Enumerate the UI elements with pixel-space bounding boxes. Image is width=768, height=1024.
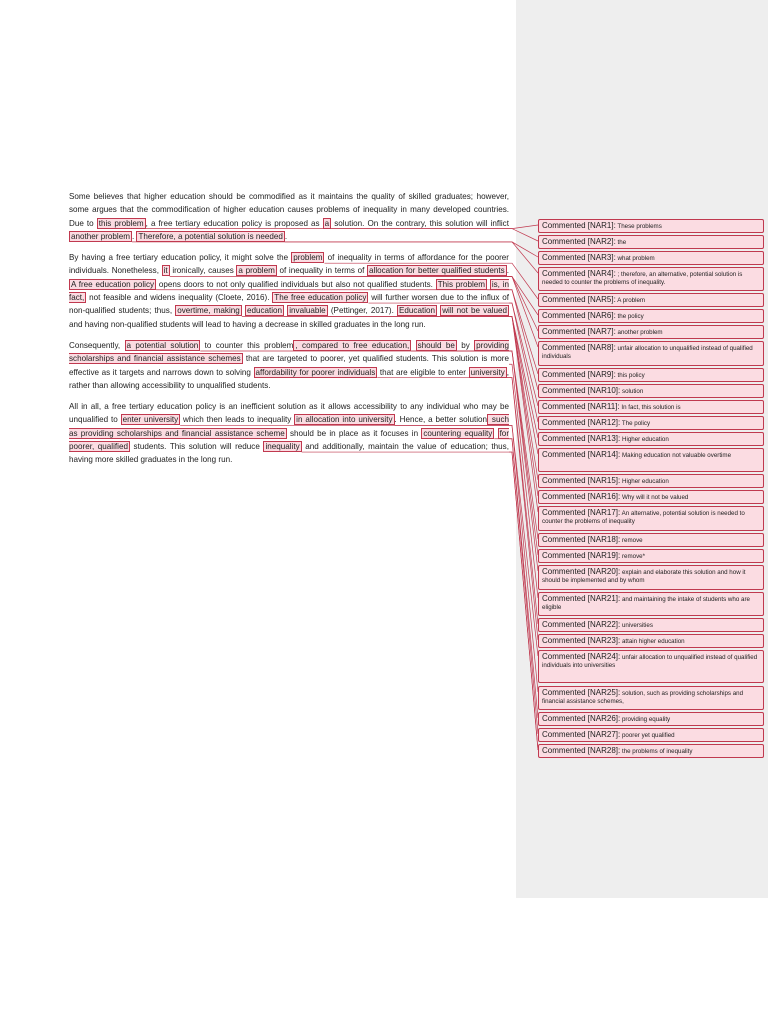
- commented-text[interactable]: countering equality: [423, 428, 493, 438]
- comment-text: A problem: [615, 297, 646, 304]
- commented-text[interactable]: Education: [399, 306, 436, 316]
- body-text: should be in place as it focuses in: [286, 428, 422, 438]
- comment-author-label: Commented [NAR7]:: [542, 327, 616, 336]
- comment-author-label: Commented [NAR8]:: [542, 343, 616, 352]
- commented-text[interactable]: it: [163, 266, 168, 276]
- comment-balloon[interactable]: [538, 400, 764, 414]
- commented-text[interactable]: overtime, making: [177, 306, 240, 316]
- comment-balloon[interactable]: [538, 592, 764, 616]
- comment-author-label: Commented [NAR1]:: [542, 221, 616, 230]
- comment-text: universities: [620, 622, 653, 629]
- commented-text[interactable]: such as providing scholarships and financial assistance scheme: [69, 415, 510, 438]
- comment-author-label: Commented [NAR4]:: [542, 269, 616, 278]
- body-text: to counter this problem: [200, 340, 294, 350]
- commented-text[interactable]: inequality: [265, 442, 300, 452]
- commented-text[interactable]: should be: [417, 340, 455, 350]
- comment-balloon[interactable]: [538, 416, 764, 430]
- comment-text: Making education not valuable overtime: [620, 452, 732, 459]
- comment-author-label: Commented [NAR16]:: [542, 492, 621, 501]
- comment-author-label: Commented [NAR5]:: [542, 295, 616, 304]
- comment-text: this policy: [615, 372, 645, 379]
- document-body[interactable]: [69, 190, 509, 475]
- comment-text: Why will it not be valued: [620, 494, 689, 501]
- comment-author-label: Commented [NAR26]:: [542, 714, 621, 723]
- comment-balloon[interactable]: [538, 235, 764, 249]
- comment-balloon[interactable]: [538, 686, 764, 710]
- comment-text: In fact, this solution is: [619, 404, 681, 411]
- body-text: ironically, causes: [169, 266, 237, 276]
- body-text: and having non-qualified students will lead to having a decrease in skilled graduates in the long run.: [69, 319, 426, 329]
- body-text: by: [456, 340, 475, 350]
- paragraph-3: [69, 339, 509, 392]
- comment-balloon[interactable]: [538, 618, 764, 632]
- comment-balloon[interactable]: [538, 219, 764, 233]
- comment-author-label: Commented [NAR14]:: [542, 450, 621, 459]
- comment-text: unfair allocation to unqualified instead of qualified individuals into universities: [542, 654, 758, 669]
- comment-balloon[interactable]: [538, 341, 764, 366]
- comment-balloon[interactable]: [538, 293, 764, 307]
- body-text: .: [506, 266, 509, 276]
- comment-balloon[interactable]: [538, 384, 764, 398]
- comment-balloon[interactable]: [538, 650, 764, 683]
- comment-author-label: Commented [NAR11]:: [542, 402, 620, 411]
- commented-text[interactable]: for poorer, qualified: [69, 428, 510, 452]
- comment-author-label: Commented [NAR21]:: [542, 594, 621, 603]
- body-text: , a free tertiary education policy is proposed as: [145, 218, 323, 228]
- comment-author-label: Commented [NAR3]:: [542, 253, 616, 262]
- commented-text[interactable]: a potential solution: [126, 340, 199, 350]
- commented-text[interactable]: This problem: [437, 279, 486, 289]
- comment-balloon[interactable]: [538, 533, 764, 547]
- comment-balloon[interactable]: [538, 634, 764, 648]
- paragraph-4: [69, 400, 509, 466]
- commented-text[interactable]: university: [470, 367, 505, 377]
- comment-text: ; therefore, an alternative, potential solution is needed to counter the problems of inequality.: [542, 271, 743, 286]
- comment-author-label: Commented [NAR27]:: [542, 730, 621, 739]
- comment-balloon[interactable]: [538, 506, 764, 531]
- body-text: will further worsen due to the influx of non-qualified students; thus,: [69, 293, 509, 316]
- comment-author-label: Commented [NAR10]:: [542, 386, 621, 395]
- comment-balloon[interactable]: [538, 744, 764, 758]
- comment-balloon[interactable]: [538, 309, 764, 323]
- commented-text[interactable]: in allocation into university: [296, 415, 393, 425]
- comment-text: the policy: [615, 313, 644, 320]
- comment-balloon[interactable]: [538, 267, 764, 291]
- comment-author-label: Commented [NAR25]:: [542, 688, 621, 697]
- comment-balloon[interactable]: [538, 490, 764, 504]
- comment-text: providing equality: [620, 716, 671, 723]
- comment-text: These problems: [615, 223, 662, 230]
- commented-text[interactable]: a: [324, 218, 330, 228]
- body-text: of inequality in terms of: [276, 266, 368, 276]
- commented-text[interactable]: is, in fact,: [69, 279, 510, 303]
- body-text: , rather than allowing accessibility to unqualified students.: [69, 367, 509, 390]
- commented-text[interactable]: Therefore, a potential solution is needed: [138, 231, 283, 241]
- commented-text[interactable]: this problem: [98, 218, 144, 228]
- paragraph-1: [69, 190, 509, 243]
- commented-text[interactable]: another problem: [71, 231, 130, 241]
- comment-text: solution, such as providing scholarships and financial assistance schemes,: [542, 690, 744, 705]
- comment-text: the: [615, 239, 627, 246]
- comment-text: and maintaining the intake of students who are eligible: [542, 596, 750, 611]
- comment-author-label: Commented [NAR18]:: [542, 535, 621, 544]
- comment-text: The policy: [620, 420, 651, 427]
- comment-text: Higher education: [620, 436, 669, 443]
- comment-author-label: Commented [NAR6]:: [542, 311, 616, 320]
- paragraph-2: [69, 251, 509, 331]
- commented-text[interactable]: invaluable: [289, 306, 326, 316]
- comment-balloon[interactable]: [538, 325, 764, 339]
- commented-text[interactable]: education: [246, 306, 283, 316]
- body-text: that are targeted to poorer, yet qualified students. This solution is more effective as it targets and narrows down to solving: [69, 354, 509, 377]
- commented-text[interactable]: allocation for better qualified students: [369, 266, 505, 276]
- comment-balloon[interactable]: [538, 728, 764, 742]
- comment-author-label: Commented [NAR19]:: [542, 551, 621, 560]
- comment-author-label: Commented [NAR9]:: [542, 370, 616, 379]
- comment-balloon[interactable]: [538, 565, 764, 590]
- commented-text[interactable]: a problem: [238, 266, 275, 276]
- body-text: By having a free tertiary education policy, it might solve the: [69, 253, 292, 263]
- comment-author-label: Commented [NAR22]:: [542, 620, 621, 629]
- body-text: opens doors to not only qualified individuals but also not qualified students.: [156, 279, 436, 289]
- comment-balloon[interactable]: [538, 432, 764, 446]
- body-text: solution. On the contrary, this solution will inflict: [331, 218, 509, 228]
- commented-text[interactable]: enter university: [122, 415, 179, 425]
- commented-text[interactable]: The free education policy: [274, 293, 367, 303]
- comment-text: solution: [620, 388, 644, 395]
- commented-text[interactable]: providing scholarships and financial assistance schemes: [69, 340, 510, 364]
- comment-text: what problem: [615, 255, 655, 262]
- comment-text: attain higher education: [620, 638, 685, 645]
- comment-author-label: Commented [NAR13]:: [542, 434, 621, 443]
- comment-text: another problem: [615, 329, 663, 336]
- body-text: [411, 341, 415, 350]
- commented-text[interactable]: will not be valued: [442, 306, 508, 316]
- body-text: Consequently,: [69, 340, 125, 350]
- commented-text[interactable]: A free education policy: [71, 279, 155, 289]
- comment-connector: [302, 452, 538, 750]
- body-text: .: [131, 231, 137, 241]
- body-text: All in all, a free tertiary education policy is an inefficient solution as it allows accessibility to any individual who may be unqualified to: [69, 402, 509, 425]
- body-text: of inequality in terms of affordance for the poorer individuals. Nonetheless,: [69, 253, 509, 276]
- body-text: not feasible and widens inequality (Cloete, 2016).: [86, 293, 273, 303]
- comment-text: poorer yet qualified: [620, 732, 675, 739]
- comment-text: remove*: [620, 553, 646, 560]
- comment-balloon[interactable]: [538, 368, 764, 382]
- comment-text: the problems of inequality: [620, 748, 693, 755]
- body-text: (Pettinger, 2017).: [327, 306, 398, 316]
- comment-author-label: Commented [NAR12]:: [542, 418, 621, 427]
- commented-text[interactable]: affordability for poorer individuals: [255, 367, 376, 377]
- commented-text[interactable]: problem: [293, 253, 323, 263]
- body-text: and additionally, maintain the value of education; thus, having more skilled graduates in the long run.: [69, 442, 509, 465]
- comment-text: explain and elaborate this solution and how it should be implemented and by whom: [542, 569, 746, 584]
- comment-author-label: Commented [NAR15]:: [542, 476, 621, 485]
- body-text: students. This solution will reduce: [129, 442, 264, 452]
- comment-author-label: Commented [NAR2]:: [542, 237, 616, 246]
- body-text: .: [284, 231, 288, 241]
- comment-text: unfair allocation to unqualified instead of qualified individuals: [542, 345, 753, 360]
- comment-author-label: Commented [NAR23]:: [542, 636, 621, 645]
- body-text: which then leads to inequality: [180, 415, 295, 425]
- comment-balloon[interactable]: [538, 448, 764, 472]
- commented-text[interactable]: , compared to free education,: [295, 340, 410, 350]
- comment-author-label: Commented [NAR24]:: [542, 652, 621, 661]
- comment-text: Higher education: [620, 478, 669, 485]
- comment-author-label: Commented [NAR17]:: [542, 508, 621, 517]
- comment-balloon[interactable]: [538, 474, 764, 488]
- comment-balloon[interactable]: [538, 549, 764, 563]
- comment-text: remove: [620, 537, 643, 544]
- comment-author-label: Commented [NAR20]:: [542, 567, 621, 576]
- comment-balloon[interactable]: [538, 712, 764, 726]
- body-text: Some believes that higher education should be commodified as it maintains the quality of skilled graduates; however, some argues that the commodification of higher education causes problems of inequality in many developed countries. Due to: [69, 192, 509, 228]
- comment-balloon[interactable]: [538, 251, 764, 265]
- body-text: . Hence, a better solution: [394, 415, 488, 425]
- body-text: that are eligible to enter: [377, 367, 469, 377]
- comment-author-label: Commented [NAR28]:: [542, 746, 621, 755]
- comment-text: An alternative, potential solution is needed to counter the problems of inequality: [542, 510, 745, 525]
